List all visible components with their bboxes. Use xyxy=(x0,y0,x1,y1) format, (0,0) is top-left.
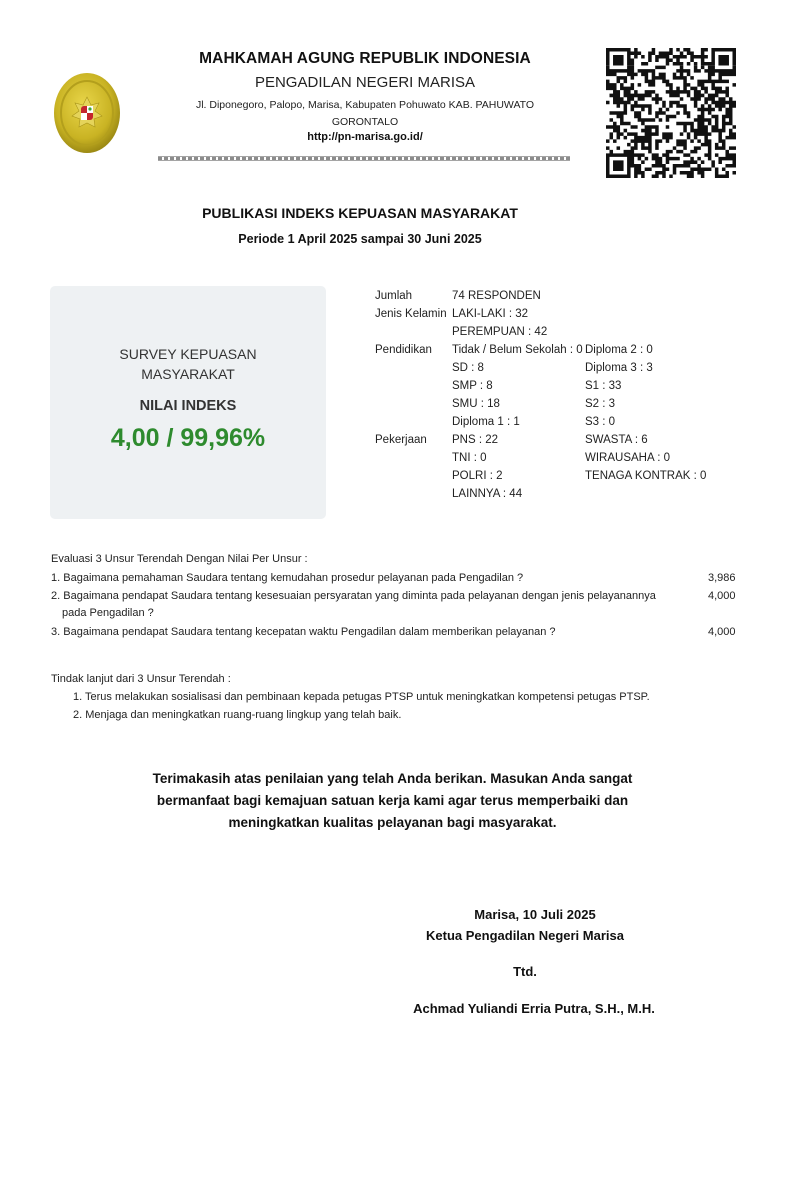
evaluation-item-text: Bagaimana pendapat Saudara tentang kecepatan waktu Pengadilan dalam memberikan pelayanan ? xyxy=(63,626,556,638)
index-label: NILAI INDEKS xyxy=(139,398,237,414)
education-item: SMP : 8 xyxy=(452,380,493,392)
job-item: SWASTA : 6 xyxy=(585,434,648,446)
address-line-2: GORONTALO xyxy=(331,116,399,128)
address-line-1: Jl. Diponegoro, Palopo, Marisa, Kabupaten Pohuwato KAB. PAHUWATO xyxy=(195,99,535,111)
education-item: SD : 8 xyxy=(452,362,484,374)
thanks-line-1: Terimakasih atas penilaian yang telah Anda berikan. Masukan Anda sangat xyxy=(152,771,633,786)
education-item: Tidak / Belum Sekolah : 0 xyxy=(452,344,583,356)
jumlah-value: 74 RESPONDEN xyxy=(452,290,541,302)
job-item: TNI : 0 xyxy=(452,452,487,464)
institution-name: MAHKAMAH AGUNG REPUBLIK INDONESIA xyxy=(199,50,531,67)
qr-code-icon xyxy=(606,48,736,178)
thanks-message xyxy=(100,768,685,834)
thanks-line-2: bermanfaat bagi kemajuan satuan kerja kami agar terus memperbaiki dan xyxy=(156,793,629,808)
gender-male: LAKI-LAKI : 32 xyxy=(452,308,529,320)
job-item: TENAGA KONTRAK : 0 xyxy=(585,470,707,482)
education-item: S2 : 3 xyxy=(585,398,616,410)
education-item: Diploma 2 : 0 xyxy=(585,344,653,356)
job-item: WIRAUSAHA : 0 xyxy=(585,452,670,464)
evaluation-item-text: Bagaimana pemahaman Saudara tentang kemudahan prosedur pelayanan pada Pengadilan ? xyxy=(63,572,524,584)
document-period: Periode 1 April 2025 sampai 30 Juni 2025 xyxy=(238,232,482,246)
document-title: PUBLIKASI INDEKS KEPUASAN MASYARAKAT xyxy=(202,205,518,221)
evaluation-item xyxy=(51,590,656,602)
survey-title-line-1: SURVEY KEPUASAN xyxy=(119,346,257,362)
evaluation-item-text-continued: pada Pengadilan ? xyxy=(62,607,154,619)
job-item: POLRI : 2 xyxy=(452,470,503,482)
signature-ttd: Ttd. xyxy=(513,964,537,979)
thanks-line-3: meningkatkan kualitas pelayanan bagi masyarakat. xyxy=(228,815,557,830)
index-value: 4,00 / 99,96% xyxy=(110,424,266,452)
evaluation-item-value: 4,000 xyxy=(708,626,736,638)
court-name: PENGADILAN NEGERI MARISA xyxy=(254,74,476,91)
follow-up-item: 1. Terus melakukan sosialisasi dan pembinaan kepada petugas PTSP untuk meningkatkan kompetensi petugas PTSP. xyxy=(73,691,650,703)
survey-title xyxy=(50,344,326,384)
job-item: PNS : 22 xyxy=(452,434,499,446)
evaluation-heading: Evaluasi 3 Unsur Terendah Dengan Nilai Per Unsur : xyxy=(51,553,308,565)
qr-modules xyxy=(606,48,736,178)
gender-female: PEREMPUAN : 42 xyxy=(452,326,548,338)
evaluation-item-number: 2. xyxy=(51,590,61,602)
evaluation-item-number: 3. xyxy=(51,626,61,638)
education-item: S1 : 33 xyxy=(585,380,622,392)
signature-name: Achmad Yuliandi Erria Putra, S.H., M.H. xyxy=(413,1001,655,1016)
court-address xyxy=(150,97,580,131)
education-item: Diploma 3 : 3 xyxy=(585,362,653,374)
job-item: LAINNYA : 44 xyxy=(452,488,523,500)
signature-place-date: Marisa, 10 Juli 2025 xyxy=(474,907,596,922)
evaluation-item xyxy=(51,626,556,638)
index-card xyxy=(50,286,326,519)
evaluation-item xyxy=(51,572,523,584)
website-link[interactable]: http://pn-marisa.go.id/ xyxy=(307,131,423,143)
education-label: Pendidikan xyxy=(375,344,432,356)
follow-up-item: 2. Menjaga dan meningkatkan ruang-ruang lingkup yang telah baik. xyxy=(73,709,402,721)
evaluation-item-value: 3,986 xyxy=(708,572,736,584)
education-item: SMU : 18 xyxy=(452,398,500,410)
jumlah-label: Jumlah xyxy=(375,290,413,302)
survey-title-line-2: MASYARAKAT xyxy=(141,366,235,382)
evaluation-item-text: Bagaimana pendapat Saudara tentang kesesuaian persyaratan yang diminta pada pelayanan dengan jenis pelayanannya xyxy=(63,590,656,602)
education-item: Diploma 1 : 1 xyxy=(452,416,520,428)
court-emblem-icon xyxy=(52,71,122,156)
signature-position: Ketua Pengadilan Negeri Marisa xyxy=(426,928,624,943)
follow-up-heading: Tindak lanjut dari 3 Unsur Terendah : xyxy=(51,673,231,685)
header-divider xyxy=(158,156,570,161)
job-label: Pekerjaan xyxy=(375,434,427,446)
evaluation-item-value: 4,000 xyxy=(708,590,736,602)
education-item: S3 : 0 xyxy=(585,416,616,428)
gender-label: Jenis Kelamin xyxy=(375,308,447,320)
evaluation-item-number: 1. xyxy=(51,572,61,584)
